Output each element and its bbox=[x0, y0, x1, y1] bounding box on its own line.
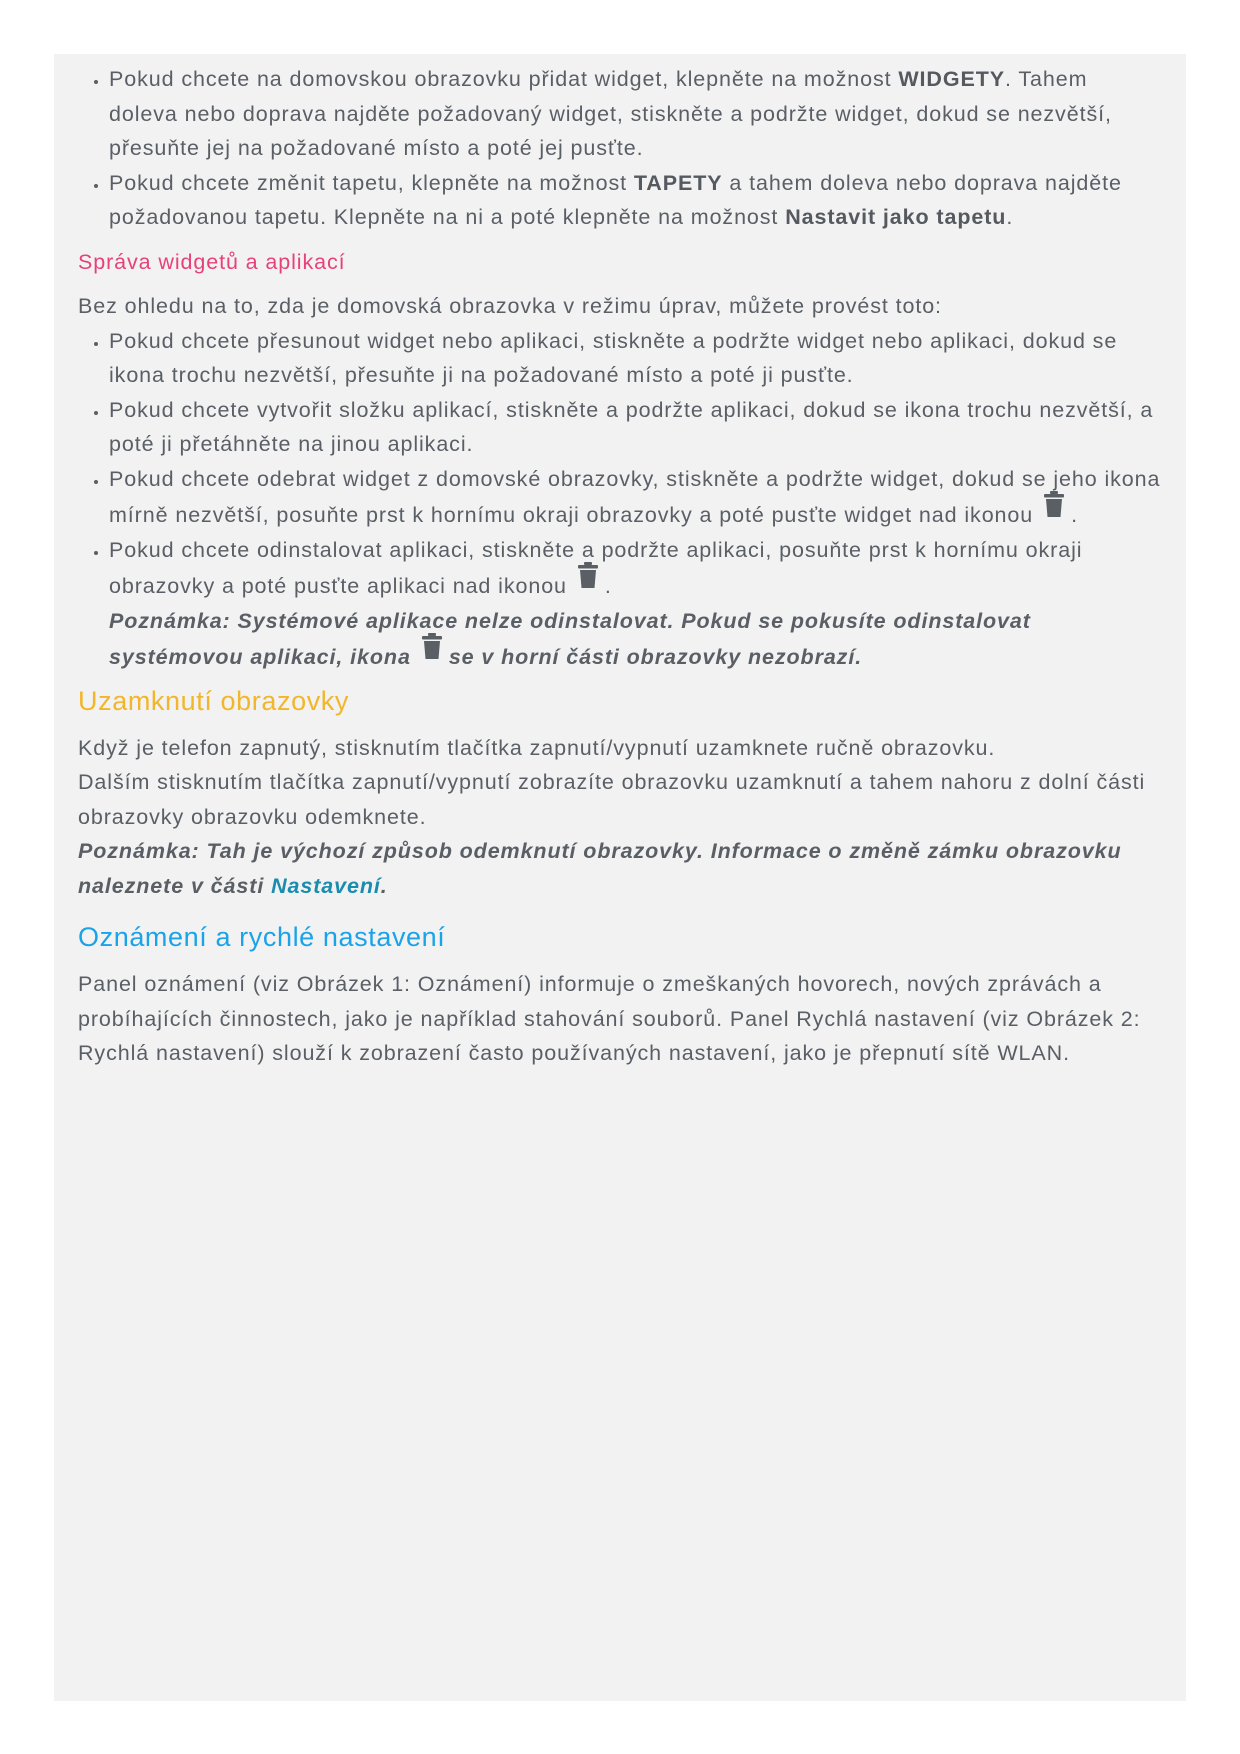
bullet-text: a tahem doleva nebo doprava najděte požadovanou tapetu. Klepněte na ni a poté klepněte na možnost bbox=[109, 170, 1122, 229]
bullet-text: . bbox=[604, 574, 612, 598]
bold-option-set-wallpaper: Nastavit jako tapetu bbox=[785, 205, 1007, 229]
section-heading-lock: Uzamknutí obrazovky bbox=[78, 685, 349, 716]
bullet-text: Pokud chcete na domovskou obrazovku přidat widget, klepněte na možnost bbox=[109, 67, 899, 91]
paragraph: Když je telefon zapnutý, stisknutím tlačítka zapnutí/vypnutí uzamknete ručně obrazovku. bbox=[78, 735, 996, 760]
bold-option-widgety: WIDGETY bbox=[898, 67, 1005, 91]
settings-link[interactable]: Nastavení bbox=[271, 873, 381, 898]
bullet-text: . bbox=[1006, 205, 1014, 229]
document-page bbox=[54, 54, 1186, 1701]
section-heading-notifications: Oznámení a rychlé nastavení bbox=[78, 922, 446, 952]
bullet-text: . Tahem doleva nebo doprava najděte požadovaný widget, stiskněte a podržte widget, dokud se nezvětší, přesuňte jej na požadované místo a poté jej pusťte. bbox=[109, 67, 1112, 160]
section-intro: Bez ohledu na to, zda je domovská obrazovka v režimu úprav, můžete provést toto: bbox=[78, 294, 942, 318]
list-item bbox=[109, 533, 1162, 675]
bullet-text: Pokud chcete odinstalovat aplikaci, stiskněte a podržte aplikaci, posuňte prst k hornímu okraji obrazovky a poté pusťte aplikaci nad ikonou bbox=[109, 537, 1083, 598]
bullet-text: Pokud chcete změnit tapetu, klepněte na možnost bbox=[109, 170, 634, 195]
list-item bbox=[109, 462, 1162, 533]
trash-icon bbox=[421, 632, 443, 660]
bullet-text: Pokud chcete přesunout widget nebo aplikaci, stiskněte a podržte widget nebo aplikaci, dokud se ikona trochu nezvětší, přesuňte ji na požadované místo a poté ji pusťte. bbox=[109, 328, 1118, 387]
note-text: se v horní části obrazovky nezobrazí. bbox=[448, 645, 863, 669]
note-text: Poznámka: Tah je výchozí způsob odemknutí obrazovky. Informace o změně zámku obrazovku naleznete v části bbox=[78, 839, 1122, 898]
list-item bbox=[109, 166, 1162, 235]
note-paragraph bbox=[78, 834, 1162, 903]
bullet-list-manage bbox=[78, 324, 1162, 675]
list-item bbox=[109, 62, 1162, 166]
trash-icon bbox=[1043, 490, 1065, 518]
note-text: . bbox=[380, 873, 388, 898]
trash-icon bbox=[577, 561, 599, 589]
section-heading-manage: Správa widgetů a aplikací bbox=[78, 249, 346, 274]
bullet-text: Pokud chcete vytvořit složku aplikací, stiskněte a podržte aplikaci, dokud se ikona trochu nezvětší, a poté ji přetáhněte na jinou aplikaci. bbox=[109, 397, 1154, 456]
bullet-text: . bbox=[1071, 503, 1079, 527]
note-text: Poznámka: Systémové aplikace nelze odinstalovat. Pokud se pokusíte odinstalovat systémovou aplikaci, ikona bbox=[109, 608, 1031, 669]
list-item bbox=[109, 393, 1162, 462]
paragraph: Dalším stisknutím tlačítka zapnutí/vypnutí zobrazíte obrazovku uzamknutí a tahem nahoru z dolní části obrazovky obrazovku odemknete. bbox=[78, 770, 1146, 829]
paragraph: Panel oznámení (viz Obrázek 1: Oznámení) informuje o zmeškaných hovorech, nových zprávách a probíhajících činnostech, jako je například stahování souborů. Panel Rychlá nastavení (viz Obrázek 2: Rychlá nastavení) slouží k zobrazení často používaných nastavení, jako je přepnutí sítě WLAN. bbox=[78, 972, 1141, 1065]
list-item bbox=[109, 324, 1162, 393]
bold-option-tapety: TAPETY bbox=[633, 170, 723, 195]
bullet-list-top bbox=[78, 62, 1162, 235]
bullet-text: Pokud chcete odebrat widget z domovské obrazovky, stiskněte a podržte widget, dokud se jeho ikona mírně nezvětší, posuňte prst k hornímu okraji obrazovky a poté pusťte widget nad ikonou bbox=[109, 466, 1161, 527]
